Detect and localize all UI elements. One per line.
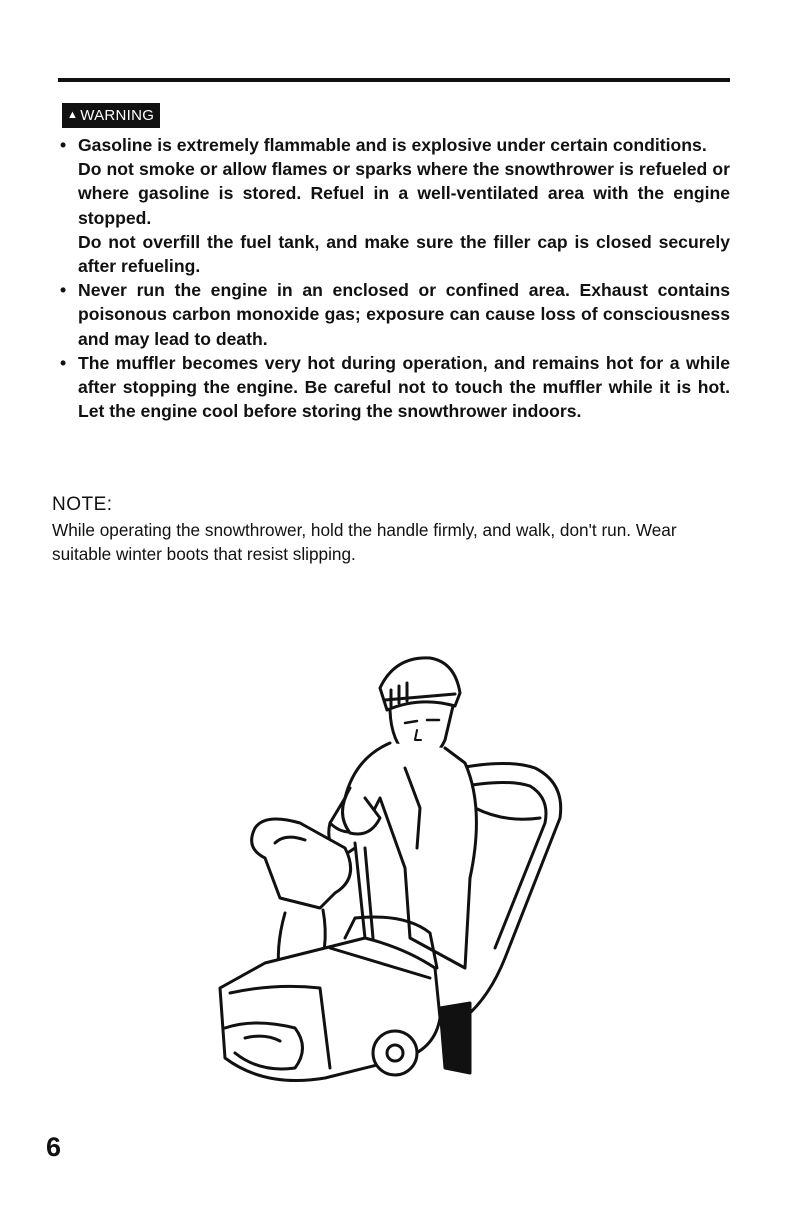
note-heading: NOTE:: [52, 494, 113, 515]
warning-list: [58, 133, 730, 423]
warning-item: [58, 351, 730, 424]
warning-paragraph: • Gasoline is extremely flammable and is explosive under certain conditions.: [78, 135, 707, 155]
operator-jacket: [330, 743, 476, 968]
warning-paragraph: Do not smoke or allow flames or sparks where the snowthrower is refueled or where gasoline is stored. Refuel in a well-ventilated area with the engine stopped.: [78, 159, 730, 228]
warning-triangle-icon: ▲: [67, 109, 79, 121]
warning-label: WARNING: [80, 107, 155, 124]
warning-badge: [62, 103, 160, 128]
warning-item: [58, 278, 730, 351]
warning-paragraph: Do not overfill the fuel tank, and make sure the filler cap is closed securely after refueling.: [78, 231, 730, 277]
warning-paragraph: • Never run the engine in an enclosed or confined area. Exhaust contains poisonous carbon monoxide gas; exposure can cause loss of consciousness and may lead to death.: [78, 280, 730, 349]
warning-item: [58, 133, 730, 278]
discharge-chute: [252, 819, 351, 908]
operator-boot: [440, 1003, 470, 1073]
wheel: [373, 1031, 417, 1075]
chute-control-rod: [355, 843, 365, 938]
warning-paragraph: • The muffler becomes very hot during operation, and remains hot for a while after stopping the engine. Be careful not to touch the muffler while it is hot. Let the engine cool before storing the snowthrower indoors.: [78, 352, 730, 422]
note-text: While operating the snowthrower, hold the handle firmly, and walk, don't run. Wear suitable winter boots that resist slipping.: [52, 520, 677, 564]
top-rule: [58, 78, 730, 82]
snowthrower-operator-illustration: [205, 648, 585, 1093]
page-number: 6: [46, 1132, 62, 1162]
